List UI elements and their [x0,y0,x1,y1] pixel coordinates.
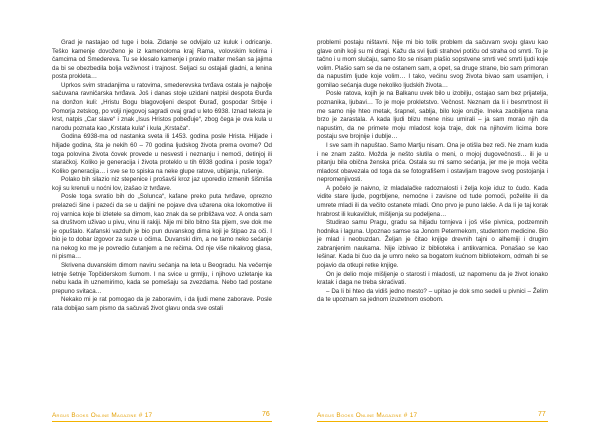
paragraph: Uprkos svim stradanjima u ratovima, smederevska tvrđava ostala je najbolje sačuvana ravničarska tvrđava. Još i danas stoje uzidani natpisi despota Đurđa na donžon kuli: „Hristu Bogu blagovoljeni despot Đurađ, gospodar Srbije i Pomorja zetskog, po volji njegovoj sagradi ovaj grad u leto 6938. Iznad teksta je krst, natpis „Car slave“ i znak „Isus Hristos pobeđuje“, zbog čega je ova kula u narodu poznata kao „Krstata kula“ i kula „Krstača“. [52,81,272,132]
paragraph: Skrivena duvanskim dimom naviru sećanja na leta u Beogradu. Na večernje letnje šetnje Topčiderskom šumom. I na svice u grmlju, i njihovo uzletanje ka nebu kada ih uznemirimo, kada se pomešaju sa zvezdama. Nebo tad postane prepuno svitaca… [52,262,272,295]
right-footer-rule [317,421,548,422]
right-footer-label: Argus Books Online Magazine # 17 [317,412,418,419]
paragraph: Studirao samu Pragu, gradu sa hiljadu tornjeva i još više pivnica, podzemnih hodnika i laguna. Upoznao samse sa Jonom Petermekom, studentom medicine. Bio je mlad i neobuzdan. Željan je čitao knjige drevnih tajni o alhemiji i drugim zabranjenim naukama. Nije izbivao iz biblioteka i antikvarnica. Ponašao se kao lešinar. Kada bi čuo da je umro neko sa bogatom kućnom bibliotekom, odmah bi se pojavio da otkupi retke knjige. [317,219,548,270]
right-page-body [317,39,548,305]
left-page-body [52,39,272,314]
paragraph: Posle ratova, kojih je na Balkanu uvek bilo u izobilju, ostajao sam bez prijatelja, poznanika, ljubavi… To je moje prokletstvo. Večnost. Neznam da li i besmrtnost ili me samo nije hteo metak, šrapnel, sablja, bilo koje oružje. Ineka zaobiljena rana brzo je zarastala. A kada ljudi blizu mene nisu umirali – ja sam morao njih da napustim, da ne primete moju mladost koja traje, dok na njihovim licima bore postaju sve brojnije i dublje… [317,90,548,141]
paragraph: Grad je nastajao od tuge i bola. Zidanje se odvijalo uz kuluk i odricanje. Teško kamenje dovoženo je iz kamenoloma kraj Rama, volovskim kolima i čamcima od Smedereva. Tu se klesalo kamenje i pravio malter mešan sa jajima da bi se obezbedila bolja veživnost i trajnost. Seljaci su ostajali gladni, a lenina posta prokleta… [52,39,272,81]
paragraph: I sve sam ih napuštao. Samo Martju nisam. Ona je otišla bez reči. Ne znam kuda i ne znam zašto. Možda je nešto slutila o meni, o mojoj dugovečnosti… ili je u pitanju bila obična ženska prića. Ostala su mi samo sećanja, jer me je moja večita mladost obavezala od toga da se fotografišem i ostavljam tragove svog postojanja i nepromenjivosti. [317,141,548,184]
paragraph: – Da li bi hteo da vidiš jedno mesto? – upitao je dok smo sedeli u pivnici – Želim da te upoznam sa jednom izuzetnom osobom. [317,287,548,304]
paragraph: On je delio moje mišljenje o starosti i mladosti, uz napomenu da je život ionako kratak i daga ne treba skraćivati. [317,270,548,287]
left-page-number: 76 [262,411,270,418]
left-footer-rule [52,421,272,422]
left-footer-label: Argus Books Online Magazine # 17 [52,412,153,419]
paragraph: problemi postaju ništavni. Nije mi bio tolik problem da sačuvam svoju glavu kao glave onih koji su mi dragi. Kažu da svi ljudi strahovi potiču od straha od smrti. To je tačno i u mom slučaju, samo što se nisam plašio sopstvene smrti već smrti ljudi koje volim. Plašio sam se da ne ostanem sam, a opet, sa druge strane, bio sam primoran da napustim ljude koje volim… I tako, većinu svog života bivao sam usamljen, i gomilao sećanja duge nekoliko ljudskih života… [317,39,548,89]
paragraph: Godina 6938-ma od nastanka sveta ili 1453. godina posle Hrista. Hiljade i hiljade godina, šta je nekih 60 – 70 godina ljudskog života prema ovome? Od toga polovina života čovek provede u nesvesti i neznanju i nemoći, detinjoj ili staračkoj. Koliko je generacija i života proteklo u tih 6938 godina i posle toga? Koliko generacija… i sve se to spiska na neke glupe ratove, ubijanja, rušenje. [52,133,272,175]
paragraph: Posle toga svratio bih do „Solunca“, kafane preko puta tvrđave, oprezno prelazeći šine i pazeći da se u daljini ne pojave dva užarena oka lokomotive ili roj varnica koje bi izletele sa dimom, kao znak da se približava voz. A onda sam sa društvom uživao u pivu, vinu ili rakiji. Nije mi bilo bitno šta pijem, sve dok me je opuštalo. Kafanski vazduh je bio pun duvanskog dima koji je štipao za oči. I bio je to dobar izgovor za suze u očima. Duvanski dim, a ne tamo neko sećanje na nekog ko me je povredio ćutanjem a ne rečima. Od nje više nikakvog glasa, ni pisma… [52,193,272,261]
right-page-number: 77 [538,411,546,418]
paragraph: Nekako mi je rat pomogao da je zaboravim, i da ljudi mene zaborave. Posle rata dobijao sam pismo da sačuvaš život glavu onda sve ostali [52,296,272,312]
paragraph: A počelo je naivno, iz mladalačke radoznalosti i želja koje iduz to ćudo. Kada vidite stare ljude, pogrbljene, nemoćne i zavisne od tude pomoći, poželite ili da umrete mladi ili da večito ostanete mladi. Ono prvo je puno lakše. A da li je taj korak hrabrost ili kukavičluk, mišljenja su podeljena… [317,184,548,218]
right-page [300,0,600,424]
paragraph: Polako bih silazio niz stepenice i prošavši kroz jaz uporedio izmenih šišmiša koji su krenuli u noćni lov, izašao iz tvrđave. [52,176,272,192]
